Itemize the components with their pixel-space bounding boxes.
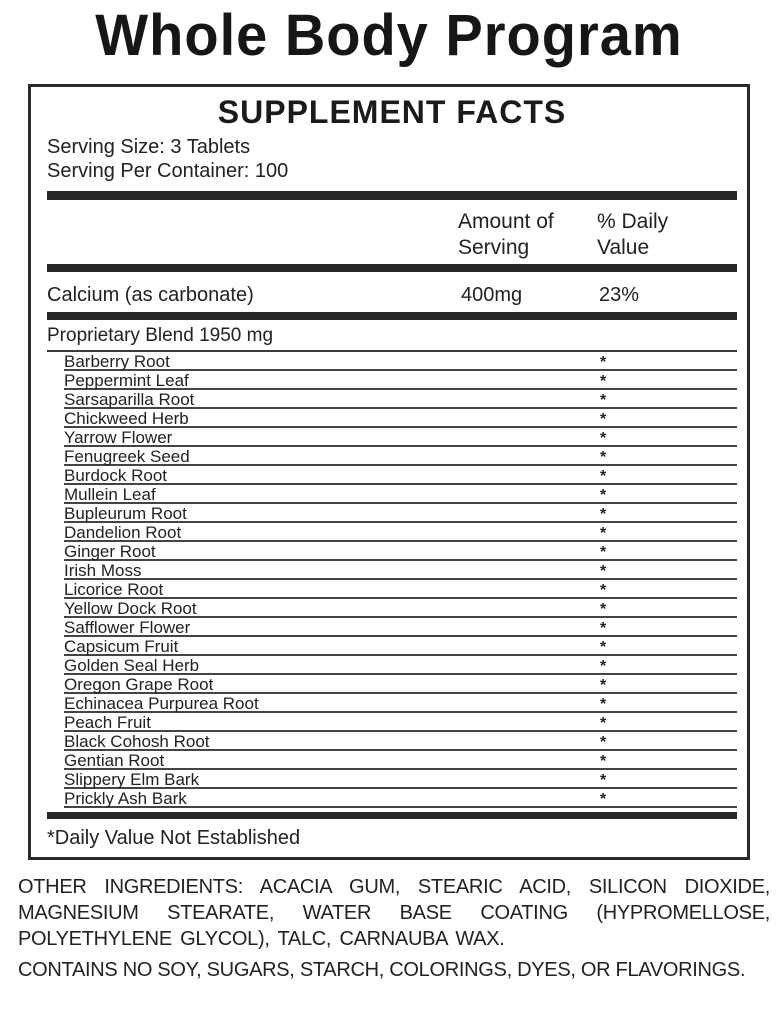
blend-ingredient-row xyxy=(64,504,737,523)
ingredient-name: Mullein Leaf xyxy=(64,484,156,504)
thick-divider-bottom xyxy=(47,812,737,819)
ingredient-daily-value-asterisk: * xyxy=(600,372,607,390)
ingredient-name: Slippery Elm Bark xyxy=(64,769,200,789)
ingredient-name: Irish Moss xyxy=(64,560,142,580)
blend-ingredient-row xyxy=(64,637,737,656)
supplement-facts-panel xyxy=(28,84,750,860)
blend-ingredient-row xyxy=(64,390,737,409)
ingredient-daily-value-asterisk: * xyxy=(600,353,607,371)
blend-ingredient-row xyxy=(64,428,737,447)
daily-value-footnote: *Daily Value Not Established xyxy=(47,826,301,849)
ingredient-daily-value-asterisk: * xyxy=(600,448,607,466)
ingredient-name: Echinacea Purpurea Root xyxy=(64,693,259,713)
blend-ingredient-row xyxy=(64,675,737,694)
ingredient-daily-value-asterisk: * xyxy=(600,524,607,542)
ingredient-name: Gentian Root xyxy=(64,750,165,770)
blend-ingredient-row xyxy=(64,713,737,732)
blend-ingredient-row xyxy=(64,371,737,390)
column-header-row xyxy=(47,200,737,264)
ingredient-daily-value-asterisk: * xyxy=(600,391,607,409)
label-footer xyxy=(18,874,770,982)
ingredient-name: Barberry Root xyxy=(64,351,170,371)
other-ingredients-text: OTHER INGREDIENTS: ACACIA GUM, STEARIC ACID, SILICON DIOXIDE, MAGNESIUM STEARATE, WATER BASE COATING (HYPROMELLOSE, POLYETHYLENE GLYCOL), TALC, CARNAUBA WAX. xyxy=(18,875,770,950)
blend-ingredient-row xyxy=(64,599,737,618)
ingredient-name: Oregon Grape Root xyxy=(64,674,214,694)
servings-per-container-line: Serving Per Container: 100 xyxy=(47,159,289,182)
ingredient-daily-value-asterisk: * xyxy=(600,429,607,447)
blend-ingredient-row xyxy=(64,694,737,713)
blend-ingredient-row xyxy=(64,523,737,542)
blend-ingredient-row xyxy=(64,447,737,466)
blend-ingredient-row xyxy=(64,466,737,485)
blend-ingredient-row xyxy=(64,485,737,504)
ingredient-daily-value-asterisk: * xyxy=(600,733,607,751)
ingredient-daily-value-asterisk: * xyxy=(600,619,607,637)
ingredient-name: Black Cohosh Root xyxy=(64,731,210,751)
ingredient-daily-value-asterisk: * xyxy=(600,562,607,580)
ingredient-name: Yellow Dock Root xyxy=(64,598,197,618)
ingredient-name: Burdock Root xyxy=(64,465,167,485)
supplement-facts-heading: SUPPLEMENT FACTS xyxy=(217,93,567,130)
blend-ingredient-row xyxy=(64,409,737,428)
ingredient-daily-value-asterisk: * xyxy=(600,505,607,523)
blend-ingredient-row xyxy=(64,352,737,371)
blend-ingredient-row xyxy=(64,789,737,808)
nutrient-amount: 400mg xyxy=(461,283,523,306)
serving-info xyxy=(47,135,737,183)
ingredient-name: Golden Seal Herb xyxy=(64,655,200,675)
nutrient-daily-value: 23% xyxy=(599,283,640,306)
ingredient-daily-value-asterisk: * xyxy=(600,752,607,770)
ingredient-name: Yarrow Flower xyxy=(64,427,173,447)
ingredient-daily-value-asterisk: * xyxy=(600,790,607,808)
thick-divider-top xyxy=(47,191,737,200)
ingredient-daily-value-asterisk: * xyxy=(600,676,607,694)
ingredient-name: Chickweed Herb xyxy=(64,408,189,428)
ingredient-daily-value-asterisk: * xyxy=(600,467,607,485)
column-header-amount: Amount of Serving xyxy=(458,209,554,259)
ingredient-daily-value-asterisk: * xyxy=(600,600,607,618)
ingredient-daily-value-asterisk: * xyxy=(600,581,607,599)
serving-size-line: Serving Size: 3 Tablets xyxy=(47,135,251,158)
ingredient-name: Capsicum Fruit xyxy=(64,636,179,656)
ingredient-name: Ginger Root xyxy=(64,541,156,561)
blend-ingredient-row xyxy=(64,770,737,789)
proprietary-blend-title: Proprietary Blend 1950 mg xyxy=(47,320,737,352)
ingredient-name: Sarsaparilla Root xyxy=(64,389,195,409)
ingredient-name: Peppermint Leaf xyxy=(64,370,189,390)
ingredient-name: Bupleurum Root xyxy=(64,503,187,523)
ingredient-name: Prickly Ash Bark xyxy=(64,788,187,808)
contains-statement: CONTAINS NO SOY, SUGARS, STARCH, COLORINGS, DYES, OR FLAVORINGS. xyxy=(18,958,746,981)
blend-ingredient-row xyxy=(64,732,737,751)
ingredient-name: Dandelion Root xyxy=(64,522,182,542)
ingredient-daily-value-asterisk: * xyxy=(600,410,607,428)
ingredient-daily-value-asterisk: * xyxy=(600,486,607,504)
ingredient-name: Licorice Root xyxy=(64,579,164,599)
ingredient-name: Peach Fruit xyxy=(64,712,151,732)
blend-ingredient-row xyxy=(64,542,737,561)
ingredient-name: Safflower Flower xyxy=(64,617,191,637)
ingredient-daily-value-asterisk: * xyxy=(600,638,607,656)
ingredient-daily-value-asterisk: * xyxy=(600,657,607,675)
column-header-daily-value: % Daily Value xyxy=(597,209,669,259)
blend-ingredient-row xyxy=(64,751,737,770)
blend-ingredient-row xyxy=(64,656,737,675)
nutrient-name: Calcium (as carbonate) xyxy=(47,283,254,306)
nutrient-row-calcium xyxy=(47,272,737,312)
ingredient-daily-value-asterisk: * xyxy=(600,695,607,713)
blend-ingredient-row xyxy=(64,561,737,580)
blend-ingredient-row xyxy=(64,580,737,599)
blend-ingredient-row xyxy=(64,618,737,637)
thick-divider-under-headers xyxy=(47,264,737,272)
thick-divider-under-calcium xyxy=(47,312,737,320)
ingredient-daily-value-asterisk: * xyxy=(600,771,607,789)
ingredient-daily-value-asterisk: * xyxy=(600,543,607,561)
ingredient-name: Fenugreek Seed xyxy=(64,446,190,466)
ingredient-daily-value-asterisk: * xyxy=(600,714,607,732)
page-title: Whole Body Program xyxy=(95,1,683,68)
ingredient-list xyxy=(64,352,737,808)
